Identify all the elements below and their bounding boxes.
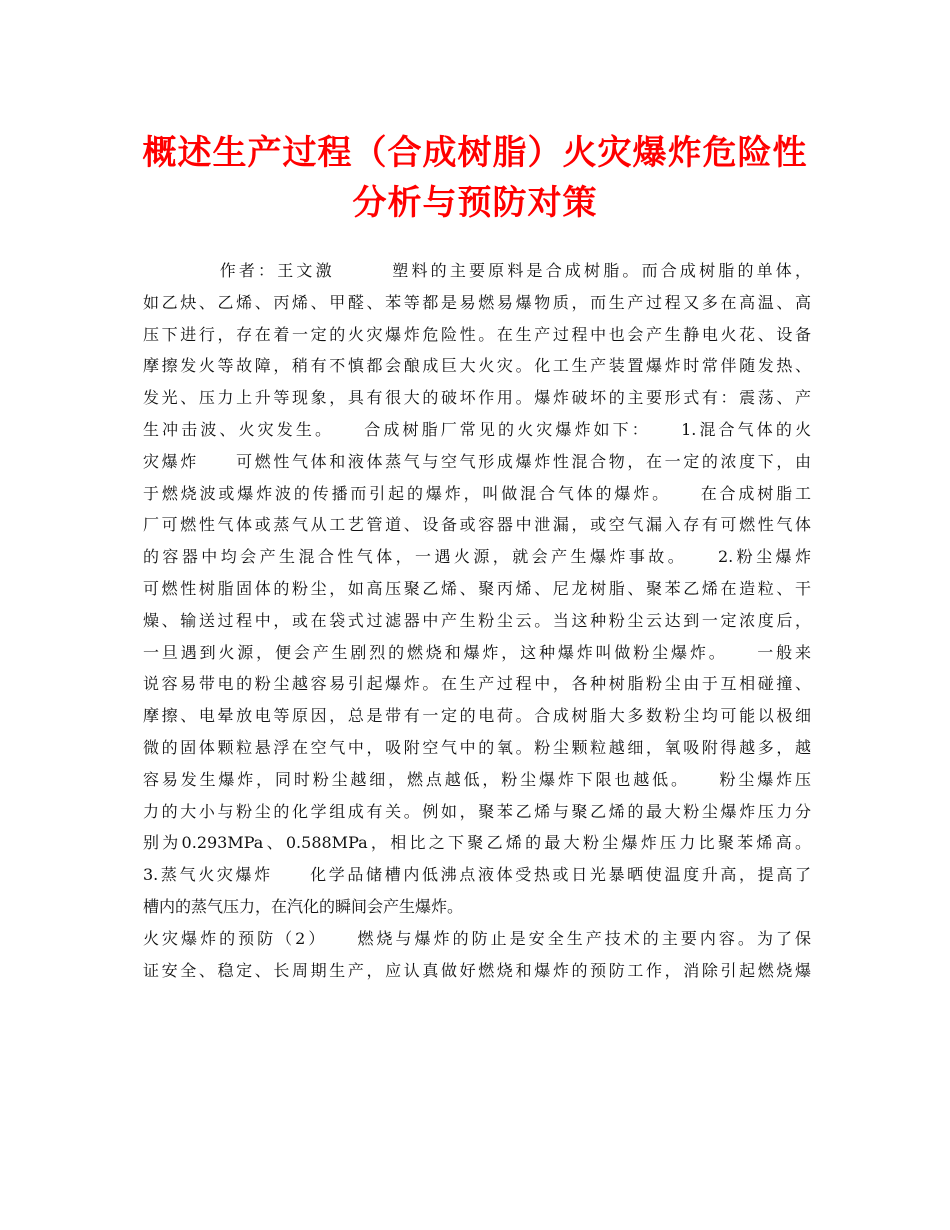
body-line: 说容易带电的粉尘越容易引起爆炸。在生产过程中，各种树脂粉尘由于互相碰撞、	[143, 674, 811, 694]
body-line: 生冲击波、火灾发生。 合成树脂厂常见的火灾爆炸如下： 1.混合气体的火	[143, 419, 811, 439]
body-line: 别为0.293MPa、0.588MPa，相比之下聚乙烯的最大粉尘爆炸压力比聚苯烯高。	[143, 833, 811, 853]
body-line: 压下进行，存在着一定的火灾爆炸危险性。在生产过程中也会产生静电火花、设备	[143, 324, 811, 344]
body-line: 槽内的蒸气压力，在汽化的瞬间会产生爆炸。	[143, 896, 464, 916]
body-line: 摩擦发火等故障，稍有不慎都会酿成巨大火灾。化工生产装置爆炸时常伴随发热、	[143, 356, 811, 376]
body-line: 3.蒸气火灾爆炸 化学品储槽内低沸点液体受热或日光暴晒使温度升高，提高了	[143, 865, 811, 885]
body-line: 厂可燃性气体或蒸气从工艺管道、设备或容器中泄漏，或空气漏入存有可燃性气体	[143, 515, 811, 535]
title-line-1: 概述生产过程（合成树脂）火灾爆炸危险性	[142, 133, 808, 173]
body-line: 火灾爆炸的预防（2） 燃烧与爆炸的防止是安全生产技术的主要内容。为了保	[143, 928, 811, 948]
body-line: 容易发生爆炸，同时粉尘越细，燃点越低，粉尘爆炸下限也越低。 粉尘爆炸压	[143, 769, 811, 789]
body-line: 微的固体颗粒悬浮在空气中，吸附空气中的氧。粉尘颗粒越细，氧吸附得越多，越	[143, 737, 811, 757]
document-title	[100, 128, 850, 228]
body-line: 证安全、稳定、长周期生产，应认真做好燃烧和爆炸的预防工作，消除引起燃烧爆	[143, 960, 811, 980]
body-line: 一旦遇到火源，便会产生剧烈的燃烧和爆炸，这种爆炸叫做粉尘爆炸。 一般来	[143, 642, 811, 662]
body-line: 灾爆炸 可燃性气体和液体蒸气与空气形成爆炸性混合物，在一定的浓度下，由	[143, 451, 811, 471]
document-body	[143, 255, 811, 986]
body-line: 于燃烧波或爆炸波的传播而引起的爆炸，叫做混合气体的爆炸。 在合成树脂工	[143, 483, 811, 503]
body-line: 燥、输送过程中，或在袋式过滤器中产生粉尘云。当这种粉尘云达到一定浓度后，	[143, 610, 811, 630]
body-line: 发光、压力上升等现象，具有很大的破坏作用。爆炸破坏的主要形式有：震荡、产	[143, 388, 811, 408]
body-line: 如乙炔、乙烯、丙烯、甲醛、苯等都是易燃易爆物质，而生产过程又多在高温、高	[143, 292, 811, 312]
body-line: 可燃性树脂固体的粉尘，如高压聚乙烯、聚丙烯、尼龙树脂、聚苯乙烯在造粒、干	[143, 578, 811, 598]
body-line: 摩擦、电晕放电等原因，总是带有一定的电荷。合成树脂大多数粉尘均可能以极细	[143, 706, 811, 726]
title-line-2: 分析与预防对策	[352, 183, 598, 223]
body-line: 力的大小与粉尘的化学组成有关。例如，聚苯乙烯与聚乙烯的最大粉尘爆炸压力分	[143, 801, 811, 821]
body-line: 的容器中均会产生混合性气体，一遇火源，就会产生爆炸事故。 2.粉尘爆炸	[143, 547, 811, 567]
body-line: 作者：王文激 塑料的主要原料是合成树脂。而合成树脂的单体，	[143, 261, 811, 280]
